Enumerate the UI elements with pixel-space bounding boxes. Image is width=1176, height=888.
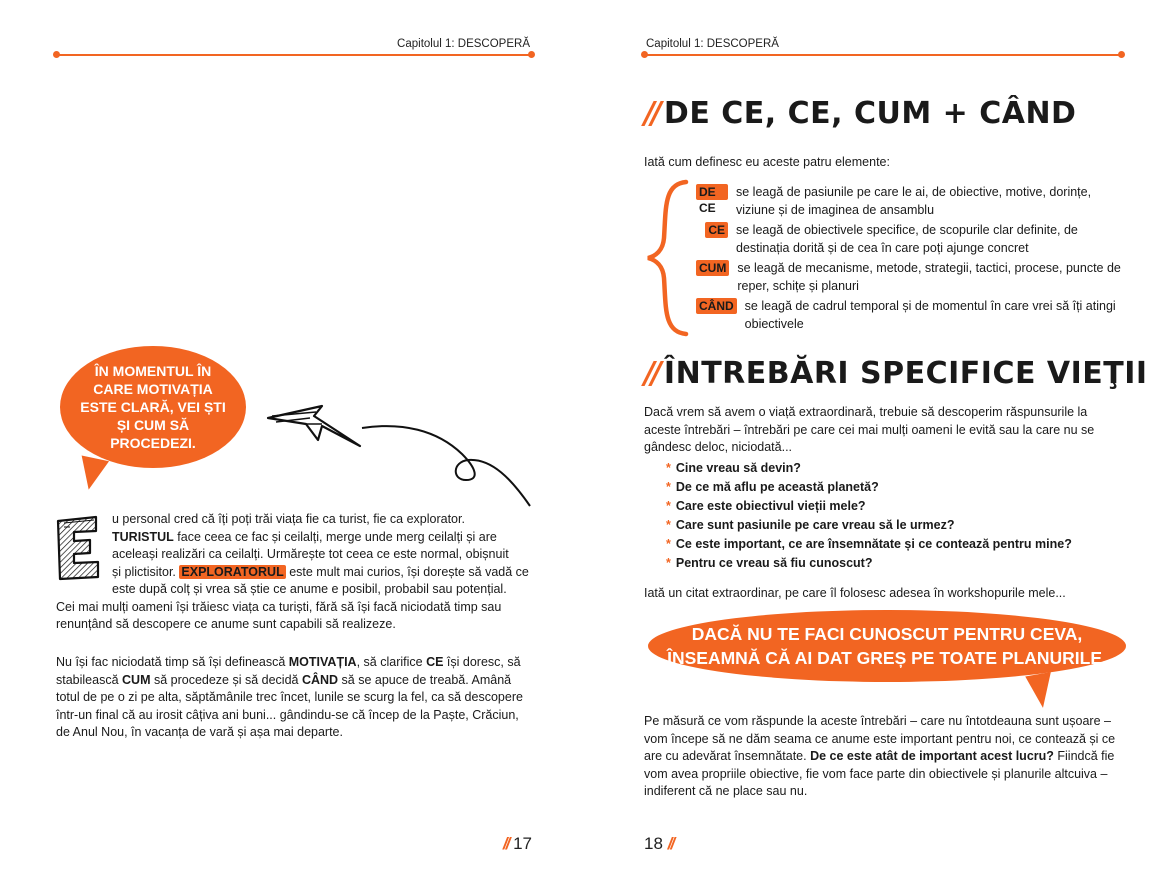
- running-head: Capitolul 1: DESCOPERĂ: [646, 38, 779, 50]
- rule-dot-end: [1118, 51, 1125, 58]
- definition-list: [696, 184, 1126, 336]
- star-bullet: *: [666, 480, 671, 494]
- question-text: Pentru ce vreau să fiu cunoscut?: [675, 556, 873, 570]
- rule-dot-end: [528, 51, 535, 58]
- list-item: [666, 478, 1126, 497]
- def-row-ce: [696, 222, 1126, 257]
- page-number-17: [503, 834, 532, 854]
- para1-line1: u personal cred că îți poți trăi viața fie ca turist, fie ca explorator.: [112, 512, 465, 526]
- quote-bubble: [648, 610, 1126, 682]
- curly-brace: [644, 178, 694, 338]
- paper-plane-doodle: [262, 388, 542, 518]
- star-bullet: *: [666, 461, 671, 475]
- heading-intrebari: [644, 356, 1148, 391]
- para1-line4: [56, 564, 534, 582]
- header-rule: [644, 54, 1122, 56]
- question-text: Ce este important, ce are însemnătate și ce contează pentru mine?: [675, 537, 1072, 551]
- heading-slash: //: [644, 356, 658, 391]
- p5-a: Pe măsură ce vom răspunde la aceste întrebări – care nu întotdeauna sunt ușoare – vom începe să ne dăm seama ce anume este important pentru noi, ce contează și ce are cu adevărat însemnătate.: [644, 714, 1116, 763]
- paragraph-1: [56, 511, 534, 634]
- quote-line-1: DACĂ NU TE FACI CUNOSCUT PENTRU CEVA,: [691, 624, 1083, 644]
- def-row-de-ce: [696, 184, 1126, 219]
- page-slash: //: [667, 834, 674, 853]
- turistul-bold: TURISTUL: [112, 529, 174, 544]
- def-row-cand: [696, 298, 1126, 333]
- p2-e: își doresc, să stabilească: [56, 655, 521, 687]
- paragraph-5: [644, 713, 1124, 801]
- question-text: Care este obiectivul vieții mele?: [675, 499, 866, 513]
- bubble-tail: [75, 455, 109, 492]
- paragraph-4: Iată un citat extraordinar, pe care îl folosesc adesea în workshopurile mele...: [644, 586, 1066, 600]
- question-text: De ce mă aflu pe această planetă?: [675, 480, 879, 494]
- heading1-text: DE CE, CE, CUM + CÂND: [663, 96, 1077, 131]
- def-text: se leagă de cadrul temporal și de momentul în care vrei să îți atingi obiectivele: [744, 299, 1116, 331]
- question-text: Cine vreau să devin?: [675, 461, 801, 475]
- star-bullet: *: [666, 556, 671, 570]
- right-page: [588, 0, 1176, 888]
- p2-motivatia: MOTIVAȚIA: [288, 655, 357, 669]
- rule-dot-start: [641, 51, 648, 58]
- star-bullet: *: [666, 499, 671, 513]
- quote-line-2: ÎNSEAMNĂ CĂ AI DAT GREȘ PE TOATE PLANURILE.: [667, 648, 1107, 668]
- para1-line2: [56, 529, 534, 547]
- list-item: [666, 554, 1126, 573]
- quote-text: [667, 622, 1107, 670]
- page-slash: //: [502, 834, 509, 853]
- p2-g: să procedeze și să decidă: [150, 672, 302, 687]
- para1-line6: Cei mai mulți oameni își trăiesc viața ca turiști, fără să își facă niciodată timp sau: [56, 599, 502, 614]
- questions-list: [666, 459, 1126, 573]
- star-bullet: *: [666, 537, 671, 551]
- list-item: [666, 516, 1126, 535]
- tag-cum: CUM: [696, 260, 729, 276]
- def-text: se leagă de mecanisme, metode, strategii, tactici, procese, puncte de reper, schițe și planuri: [737, 261, 1121, 293]
- p5-bold-question: De ce este atât de important acest lucru?: [810, 749, 1054, 763]
- p2-ce: CE: [426, 655, 444, 669]
- para1-line4-text: și plictisitor.: [112, 564, 180, 579]
- dropcap-letter: E: [77, 555, 79, 556]
- tag-ce: CE: [705, 222, 728, 238]
- p5-c: Fiindcă fie vom avea propriile obiective, fie vom face parte din obiectivele și planurile altcuiva – indiferent că ne place sau nu.: [644, 749, 1115, 798]
- p2-a: Nu își fac niciodată timp să își definească: [56, 655, 289, 669]
- star-bullet: *: [666, 518, 671, 532]
- paragraph-3: Dacă vrem să avem o viață extraordinară, trebuie să descoperim răspunsurile la aceste întrebări – întrebări pe care cei mai mulți oameni le evită sau la care nu se gândesc deloc, niciodată...: [644, 405, 1095, 454]
- paragraph-2: [56, 654, 534, 742]
- intro-text: Iată cum definesc eu aceste patru elemente:: [644, 155, 890, 169]
- header-rule: [56, 54, 532, 56]
- para1-line7: renunțând să descopere ce anume sunt capabili să realizeze.: [56, 617, 396, 631]
- bubble-tail: [1025, 672, 1057, 710]
- tag-de-ce: DE CE: [696, 184, 728, 200]
- heading-de-ce: [644, 96, 1076, 131]
- p2-cum: CUM: [122, 672, 151, 687]
- speech-bubble: [60, 346, 246, 468]
- tag-cand: CÂND: [696, 298, 737, 314]
- p2-i: să se apuce de treabă. Amână totul de pe o zi pe alta, săptămânile trec încet, lunile se scurg la fel, ca să descopere într-un final că au irosit câțiva ani buni... gândindu-se că încep de la Paște, Crăciun, de Anul Nou, în vacanța de vară și așa mai departe.: [56, 672, 523, 739]
- list-item: [666, 497, 1126, 516]
- def-text: se leagă de pasiunile pe care le ai, de obiective, motive, dorințe, viziune și de imaginea de ansamblu: [736, 185, 1092, 217]
- para1-line4-end: este mult mai curios, își dorește să vadă ce: [285, 564, 529, 579]
- page-number-value: 18: [644, 834, 663, 853]
- list-item: [666, 535, 1126, 554]
- para1-line2-text: face ceea ce fac și ceilalți, merge unde merg ceilalți și are: [173, 529, 497, 544]
- p2-cand: CÂND: [301, 672, 339, 687]
- question-text: Care sunt pasiunile pe care vreau să le urmez?: [675, 518, 955, 532]
- list-item: [666, 459, 1126, 478]
- def-text: se leagă de obiectivele specifice, de scopurile clar definite, de destinația dorită și de cea în care poți ajunge concret: [736, 223, 1078, 255]
- running-head: Capitolul 1: DESCOPERĂ: [397, 38, 530, 50]
- page-number-value: 17: [513, 834, 532, 853]
- page-number-18: [644, 834, 673, 854]
- heading-slash: //: [644, 96, 658, 131]
- para1-line5: este după colț și vrea să știe ce anume e posibil, probabil sau potențial.: [112, 582, 507, 596]
- exploratorul-highlight: EXPLORATORUL: [181, 564, 284, 579]
- p2-c: , să clarifice: [356, 655, 427, 669]
- def-row-cum: [696, 260, 1126, 295]
- rule-dot-start: [53, 51, 60, 58]
- para1-line3: aceleași realizări ca ceilalți. Urmărește tot ceea ce este normal, obișnuit: [112, 547, 509, 561]
- heading2-text: ÎNTREBĂRI SPECIFICE VIEŢII: [663, 356, 1148, 391]
- bubble-text: ÎN MOMENTUL ÎN CARE MOTIVAȚIA ESTE CLARĂ, VEI ȘTI ȘI CUM SĂ PROCEDEZI.: [80, 363, 226, 451]
